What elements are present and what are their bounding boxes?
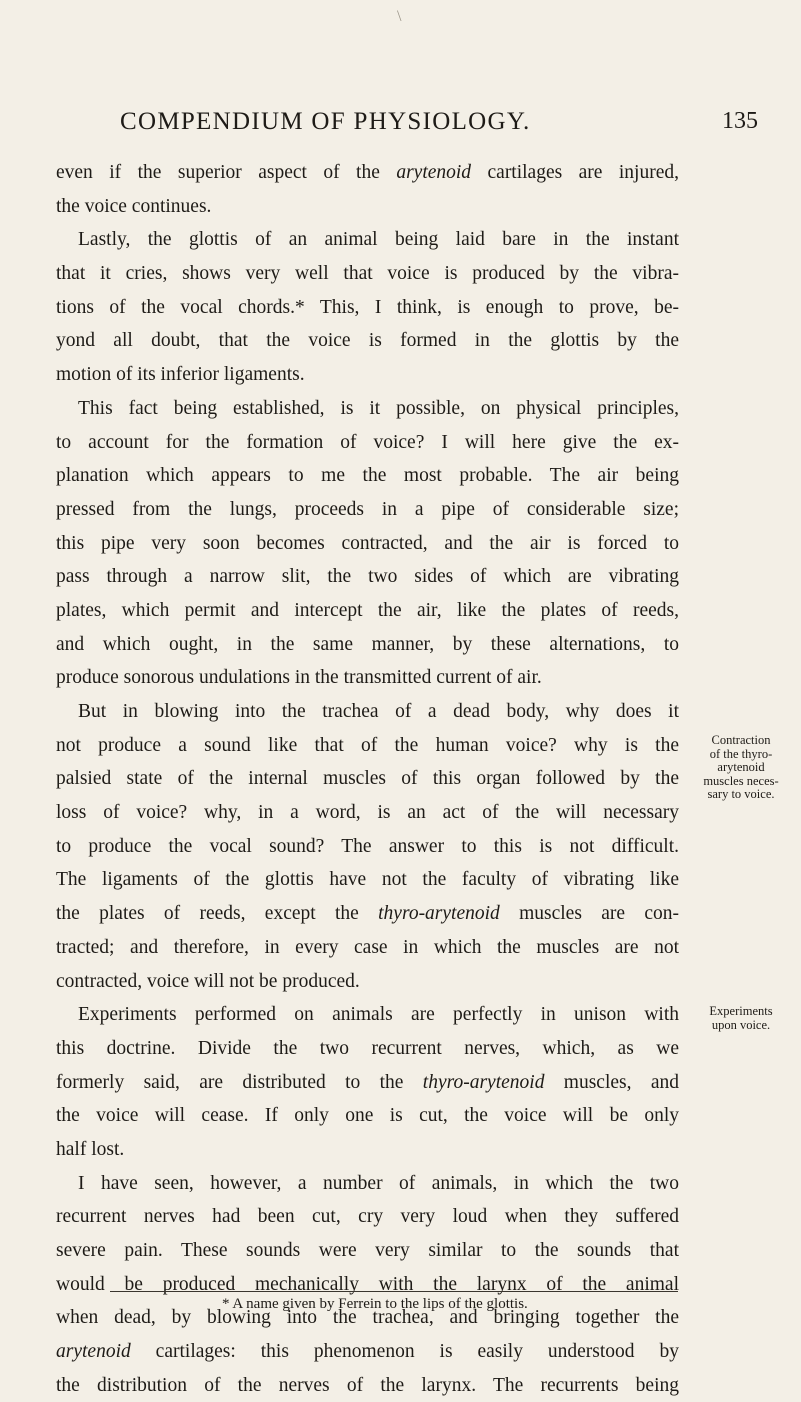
text-run: motion of its inferior ligaments. [56, 364, 305, 386]
italic-term: arytenoid [56, 1341, 131, 1363]
text-line [56, 965, 679, 999]
sidenote-line: Experiments [709, 1004, 773, 1018]
text-run: produce sonorous undulations in the transmitted current of air. [56, 667, 542, 689]
italic-term: thyro-arytenoid [422, 1071, 545, 1093]
text-run: the voice will cease. If only one is cut, the voice will be only [56, 1105, 679, 1127]
text-line [56, 796, 679, 830]
text-line [56, 695, 679, 729]
sidenote-line: arytenoid [717, 760, 765, 774]
text-line [56, 594, 679, 628]
sidenote-line: Contraction [711, 733, 771, 747]
text-run: I have seen, however, a number of animals, in which the two [78, 1172, 679, 1194]
text-run: muscles are con- [499, 903, 679, 925]
sidenote-contraction [686, 734, 796, 802]
sidenote-line: muscles neces- [703, 773, 779, 788]
sidenote-line: upon voice. [711, 1017, 771, 1032]
body-text [56, 156, 679, 1402]
page-number: 135 [722, 108, 758, 134]
text-line [56, 628, 679, 662]
text-run: when dead, by blowing into the trachea, and bringing together the [56, 1307, 679, 1329]
text-run: yond all doubt, that the voice is formed in the glottis by the [56, 330, 679, 352]
text-line [56, 762, 679, 796]
text-line [56, 156, 679, 190]
text-line [56, 1369, 679, 1402]
text-run: This fact being established, is it possible, on physical principles, [78, 397, 679, 419]
text-line [56, 223, 679, 257]
footnote: * A name given by Ferrein to the lips of the glottis. [222, 1296, 528, 1312]
text-line [56, 863, 679, 897]
text-line [56, 190, 679, 224]
text-run: pressed from the lungs, proceeds in a pipe of considerable size; [56, 498, 679, 520]
text-run: severe pain. These sounds were very similar to the sounds that [56, 1240, 679, 1261]
text-run: that it cries, shows very well that voice is produced by the vibra- [56, 263, 679, 285]
text-line [56, 560, 679, 594]
text-line [56, 661, 679, 695]
text-run: Experiments performed on animals are perfectly in unison with [78, 1004, 679, 1026]
text-run: this pipe very soon becomes contracted, and the air is forced to [56, 532, 679, 554]
text-line [56, 998, 679, 1032]
text-line [56, 1234, 679, 1268]
text-run: the voice continues. [56, 195, 212, 217]
text-run: and which ought, in the same manner, by these alternations, to [56, 633, 679, 655]
text-line [56, 931, 679, 965]
running-header [0, 108, 801, 140]
sidenote-experiments [686, 1005, 796, 1032]
text-run: tions of the vocal chords.* This, I think, is enough to prove, be- [56, 296, 679, 318]
text-run: But in blowing into the trachea of a dead body, why does it [78, 701, 679, 722]
text-line [56, 1099, 679, 1133]
text-line [56, 1066, 679, 1100]
text-line [56, 392, 679, 426]
text-line [56, 729, 679, 763]
text-line [56, 1335, 679, 1369]
text-run: half lost. [56, 1138, 125, 1160]
text-line [56, 324, 679, 358]
footnote-rule [110, 1291, 678, 1292]
text-run: to produce the vocal sound? The answer to this is not difficult. [56, 835, 679, 857]
text-line [56, 1167, 679, 1201]
text-run: loss of voice? why, in a word, is an act of the will necessary [56, 802, 679, 824]
italic-term: arytenoid [396, 162, 472, 183]
text-run: planation which appears to me the most probable. The air being [56, 465, 679, 487]
text-run: the plates of reeds, except the [56, 903, 379, 925]
text-run: pass through a narrow slit, the two sides of which are vibrating [56, 566, 679, 588]
text-line [56, 358, 679, 392]
text-line [56, 426, 679, 460]
text-run: cartilages are injured, [471, 162, 680, 183]
text-line [56, 459, 679, 493]
text-run: formerly said, are distributed to the [56, 1071, 423, 1093]
text-line [56, 527, 679, 561]
italic-term: thyro-arytenoid [378, 903, 500, 925]
running-title: COMPENDIUM OF PHYSIOLOGY. [120, 108, 531, 135]
corner-mark: \ [397, 8, 402, 25]
text-line [56, 1133, 679, 1167]
text-run: would be produced mechanically with the larynx of the animal [56, 1273, 679, 1295]
text-run: plates, which permit and intercept the air, like the plates of reeds, [56, 599, 679, 621]
text-run: contracted, voice will not be produced. [56, 970, 360, 992]
text-line [56, 493, 679, 527]
text-line [56, 291, 679, 325]
text-line [56, 830, 679, 864]
text-run: tracted; and therefore, in every case in which the muscles are not [56, 936, 679, 958]
text-line [56, 897, 679, 931]
text-run: The ligaments of the glottis have not the faculty of vibrating like [56, 869, 679, 891]
text-line [56, 1032, 679, 1066]
text-run: palsied state of the internal muscles of this organ followed by the [56, 768, 679, 790]
text-run: not produce a sound like that of the human voice? why is the [56, 734, 679, 756]
sidenote-line: sary to voice. [707, 787, 775, 801]
text-run: Lastly, the glottis of an animal being laid bare in the instant [78, 229, 679, 251]
text-run: recurrent nerves had been cut, cry very loud when they suffered [56, 1206, 679, 1228]
text-run: cartilages: this phenomenon is easily understood by [130, 1341, 679, 1363]
text-line [56, 257, 679, 291]
text-run: the distribution of the nerves of the larynx. The recurrents being [56, 1374, 679, 1396]
text-run: muscles, and [544, 1071, 679, 1093]
text-run: to account for the formation of voice? I will here give the ex- [56, 431, 679, 453]
text-run: even if the superior aspect of the [56, 162, 397, 183]
text-line [56, 1200, 679, 1234]
text-run: this doctrine. Divide the two recurrent nerves, which, as we [56, 1037, 679, 1059]
sidenote-line: of the thyro- [709, 746, 773, 761]
